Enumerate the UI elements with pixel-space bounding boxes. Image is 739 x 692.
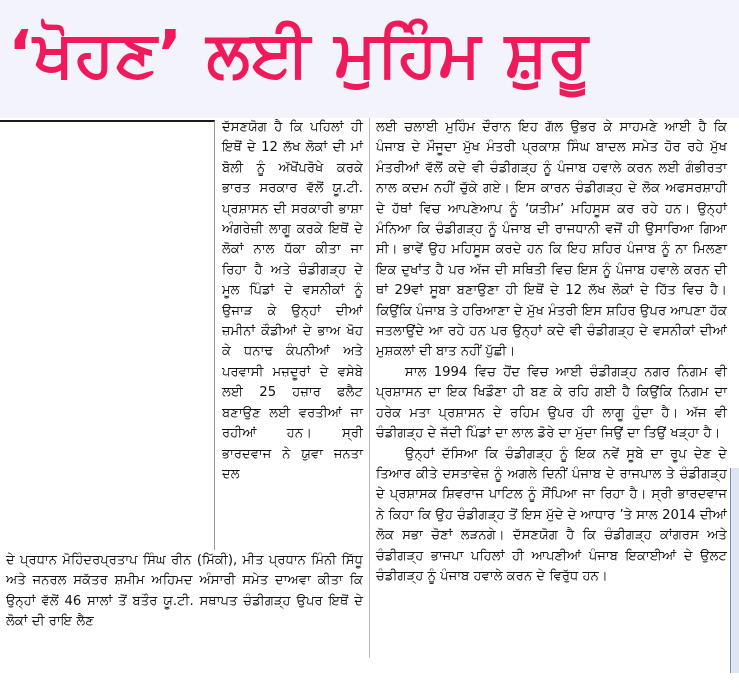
right-column [376,118,727,587]
headline: ‘ਖੋਹਣ’ ਲਈ ਮੁਹਿੰਮ ਸ਼ੁਰੂ [8,18,590,92]
column-divider [369,118,370,658]
left-column [222,118,363,485]
bottom-text: ਦੇ ਪ੍ਰਧਾਨ ਮੋਹਿੰਦਰਪ੍ਰਤਾਪ ਸਿੰਘ ਰੀਨ (ਮਿੱਕੀ), ਮੀਤ ਪ੍ਰਧਾਨ ਮਿੰਨੀ ਸਿੱਧੂ ਅਤੇ ਜਨਰਲ ਸਕੱਤਰ ਸ਼ਮੀਮ ਅਹਿਮਦ ਅੰਸਾਰੀ ਸਮੇਤ ਦਾਅਵਾ ਕੀਤਾ ਕਿ ਉਨ੍ਹਾਂ ਵੱਲੋਂ 46 ਸਾਲਾਂ ਤੋਂ ਬਤੌਰ ਯੂ.ਟੀ. ਸਥਾਪਤ ਚੰਡੀਗੜ੍ਹ ਉਪਰ ਇਥੋਂ ਦੇ ਲੋਕਾਂ ਦੀ ਰਾਇ ਲੈਣ [6,553,363,630]
right-paragraph-1: ਲਈ ਚਲਾਈ ਮੁਹਿੰਮ ਦੌਰਾਨ ਇਹ ਗੱਲ ਉਭਰ ਕੇ ਸਾਹਮਣੇ ਆਈ ਹੈ ਕਿ ਪੰਜਾਬ ਦੇ ਮੌਜੂਦਾ ਮੁੱਖ ਮੰਤਰੀ ਪ੍ਰਕਾਸ਼ ਸਿੰਘ ਬਾਦਲ ਸਮੇਤ ਹੋਰ ਰਹੇ ਮੁੱਖ ਮੰਤਰੀਆਂ ਵੱਲੋਂ ਕਦੇ ਵੀ ਚੰਡੀਗੜ੍ਹ ਨੂੰ ਪੰਜਾਬ ਹਵਾਲੇ ਕਰਨ ਲਈ ਗੰਭੀਰਤਾ ਨਾਲ ਕਦਮ ਨਹੀਂ ਚੁੱਕੇ ਗਏ। ਇਸ ਕਾਰਨ ਚੰਡੀਗੜ੍ਹ ਦੇ ਲੋਕ ਅਫਸਰਸ਼ਾਹੀ ਦੇ ਹੱਥਾਂ ਵਿਚ ਆਪਣੇਆਪ ਨੂੰ ‘ਯਤੀਮ’ ਮਹਿਸੂਸ ਕਰ ਰਹੇ ਹਨ। ਉਨ੍ਹਾਂ ਮੰਨਿਆ ਕਿ ਚੰਡੀਗੜ੍ਹ ਨੂੰ ਪੰਜਾਬ ਦੀ ਰਾਜਧਾਨੀ ਵਜੋਂ ਹੀ ਉਸਾਰਿਆ ਗਿਆ ਸੀ। ਭਾਵੇਂ ਉਹ ਮਹਿਸੂਸ ਕਰਦੇ ਹਨ ਕਿ ਇਹ ਸ਼ਹਿਰ ਪੰਜਾਬ ਨੂੰ ਨਾ ਮਿਲਣਾ ਇਕ ਦੁਖਾਂਤ ਹੈ ਪਰ ਅੱਜ ਦੀ ਸਥਿਤੀ ਵਿਚ ਇਸ ਨੂੰ ਪੰਜਾਬ ਹਵਾਲੇ ਕਰਨ ਦੀ ਥਾਂ 29ਵਾਂ ਸੂਬਾ ਬਣਾਉਣਾ ਹੀ ਇਥੋਂ ਦੇ 12 ਲੱਖ ਲੋਕਾਂ ਦੇ ਹਿੱਤ ਵਿਚ ਹੈ। ਕਿਉਂਕਿ ਪੰਜਾਬ ਤੇ ਹਰਿਆਣਾ ਦੇ ਮੁੱਖ ਮੰਤਰੀ ਇਸ ਸ਼ਹਿਰ ਉਪਰ ਆਪਣਾ ਹੱਕ ਜਤਲਾਉਂਦੇ ਆ ਰਹੇ ਹਨ ਪਰ ਉਨ੍ਹਾਂ ਕਦੇ ਵੀ ਚੰਡੀਗੜ੍ਹ ਦੇ ਵਸਨੀਕਾਂ ਦੀਆਂ ਮੁਸ਼ਕਲਾਂ ਦੀ ਬਾਤ ਨਹੀਂ ਪੁੱਛੀ। [376,120,727,360]
photo-placeholder [0,120,215,550]
right-paragraph-2: ਸਾਲ 1994 ਵਿਚ ਹੋਂਦ ਵਿਚ ਆਈ ਚੰਡੀਗੜ੍ਹ ਨਗਰ ਨਿਗਮ ਵੀ ਪ੍ਰਸ਼ਾਸਨ ਦਾ ਇਕ ਖਿਡੌਣਾ ਹੀ ਬਣ ਕੇ ਰਹਿ ਗਈ ਹੈ ਕਿਉਂਕਿ ਨਿਗਮ ਦਾ ਹਰੇਕ ਮਤਾ ਪ੍ਰਸ਼ਾਸਨ ਦੇ ਰਹਿਮ ਉਪਰ ਹੀ ਲਾਗੂ ਹੁੰਦਾ ਹੈ। ਅੱਜ ਵੀ ਚੰਡੀਗੜ੍ਹ ਦੇ ਜੱਦੀ ਪਿੰਡਾਂ ਦਾ ਲਾਲ ਡੋਰੇ ਦਾ ਮੁੱਦਾ ਜਿਉਂ ਦਾ ਤਿਉਂ ਖੜ੍ਹਾ ਹੈ। [376,364,727,442]
right-paragraph-3: ਉਨ੍ਹਾਂ ਦੱਸਿਆ ਕਿ ਚੰਡੀਗੜ੍ਹ ਨੂੰ ਇਕ ਨਵੇਂ ਸੂਬੇ ਦਾ ਰੂਪ ਦੇਣ ਦੇ ਤਿਆਰ ਕੀਤੇ ਦਸਤਾਵੇਜ਼ ਨੂੰ ਅਗਲੇ ਦਿਨੀਂ ਪੰਜਾਬ ਦੇ ਰਾਜਪਾਲ ਤੇ ਚੰਡੀਗੜ੍ਹ ਦੇ ਪ੍ਰਸ਼ਾਸਕ ਸ਼ਿਵਰਾਜ ਪਾਟਿਲ ਨੂੰ ਸੌਂਪਿਆ ਜਾ ਰਿਹਾ ਹੈ। ਸ੍ਰੀ ਭਾਰਦਵਾਜ ਨੇ ਕਿਹਾ ਕਿ ਉਹ ਚੰਡੀਗੜ੍ਹ ਤੋਂ ਇਸ ਮੁੱਦੇ ਦੇ ਆਧਾਰ ’ਤੇ ਸਾਲ 2014 ਦੀਆਂ ਲੋਕ ਸਭਾ ਚੋਣਾਂ ਲੜਨਗੇ। ਦੱਸਣਯੋਗ ਹੈ ਕਿ ਚੰਡੀਗੜ੍ਹ ਕਾਂਗਰਸ ਅਤੇ ਚੰਡੀਗੜ੍ਹ ਭਾਜਪਾ ਪਹਿਲਾਂ ਹੀ ਆਪਣੀਆਂ ਪੰਜਾਬ ਇਕਾਈਆਂ ਦੇ ਉਲਟ ਚੰਡੀਗੜ੍ਹ ਨੂੰ ਪੰਜਾਬ ਹਵਾਲੇ ਕਰਨ ਦੇ ਵਿਰੁੱਧ ਹਨ। [376,446,727,584]
left-column-text: ਦੱਸਣਯੋਗ ਹੈ ਕਿ ਪਹਿਲਾਂ ਹੀ ਇਥੋਂ ਦੇ 12 ਲੱਖ ਲੋਕਾਂ ਦੀ ਮਾਂ ਬੋਲੀ ਨੂੰ ਅੱਖੋਂਪਰੋਖੇ ਕਰਕੇ ਭਾਰਤ ਸਰਕਾਰ ਵੱਲੋਂ ਯੂ.ਟੀ. ਪ੍ਰਸ਼ਾਸਨ ਦੀ ਸਰਕਾਰੀ ਭਾਸ਼ਾ ਅੰਗਰੇਜ਼ੀ ਲਾਗੂ ਕਰਕੇ ਇਥੋਂ ਦੇ ਲੋਕਾਂ ਨਾਲ ਧੱਕਾ ਕੀਤਾ ਜਾ ਰਿਹਾ ਹੈ ਅਤੇ ਚੰਡੀਗੜ੍ਹ ਦੇ ਮੂਲ ਪਿੰਡਾਂ ਦੇ ਵਸਨੀਕਾਂ ਨੂੰ ਉਜਾੜ ਕੇ ਉਨ੍ਹਾਂ ਦੀਆਂ ਜ਼ਮੀਨਾਂ ਕੌਡੀਆਂ ਦੇ ਭਾਅ ਖੋਹ ਕੇ ਧਨਾਢ ਕੰਪਨੀਆਂ ਅਤੇ ਪਰਵਾਸੀ ਮਜ਼ਦੂਰਾਂ ਦੇ ਵਸੇਬੇ ਲਈ 25 ਹਜ਼ਾਰ ਫਲੈਟ ਬਣਾਉਣ ਲਈ ਵਰਤੀਆਂ ਜਾ ਰਹੀਆਂ ਹਨ। ਸ੍ਰੀ ਭਾਰਦਵਾਜ ਨੇ ਯੁਵਾ ਜਨਤਾ ਦਲ [222,120,363,482]
scrollbar[interactable] [730,468,739,673]
